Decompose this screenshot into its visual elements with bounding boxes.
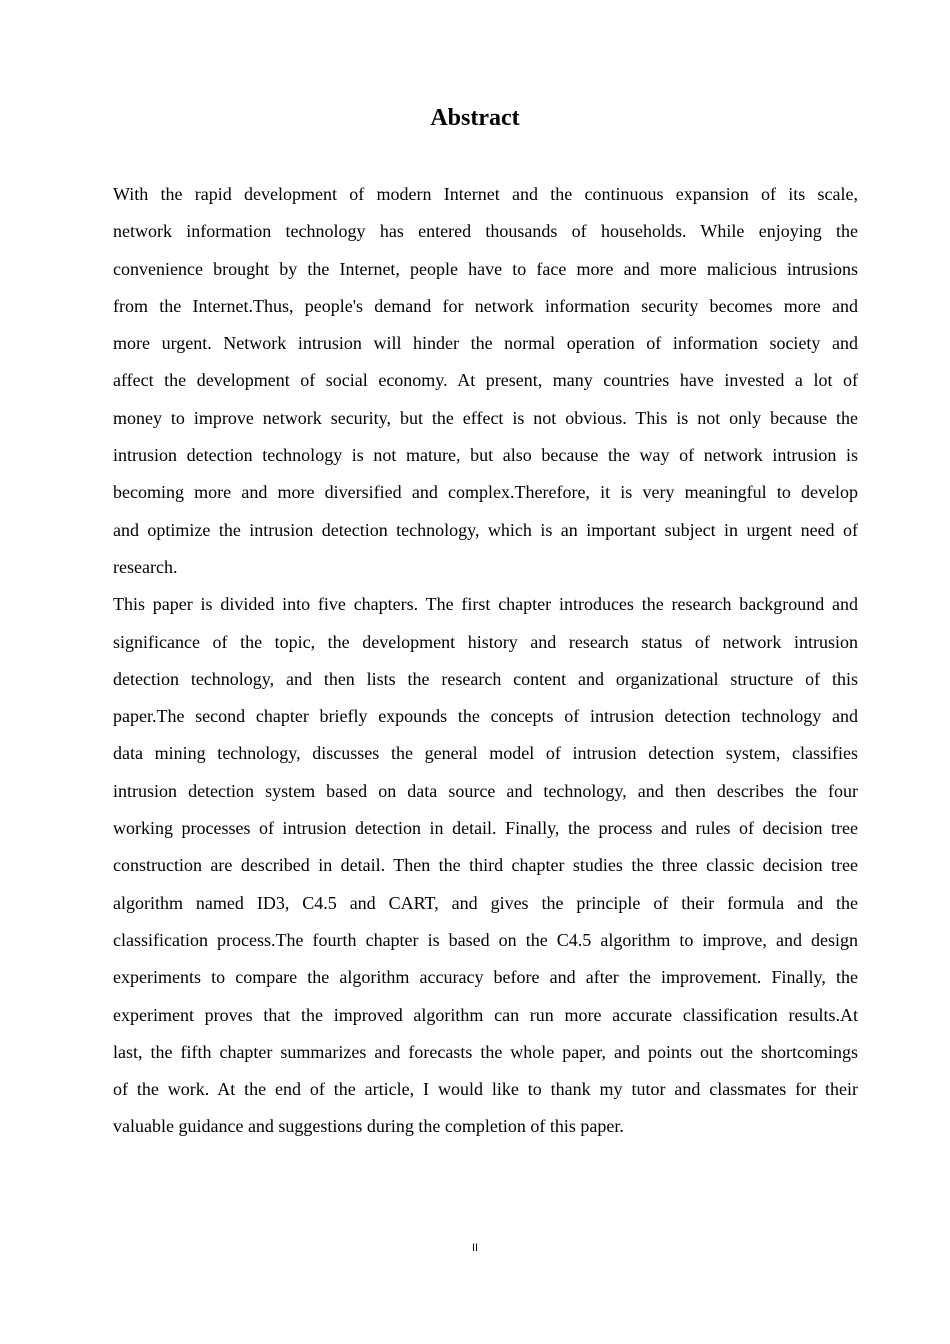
paragraph — [113, 176, 858, 586]
page-number: II — [471, 1242, 479, 1254]
text-line: network information technology has entered thousands of households. While enjoying the — [113, 221, 858, 242]
text-line: of the work. At the end of the article, I would like to thank my tutor and classmates for their — [113, 1079, 858, 1100]
text-line: With the rapid development of modern Internet and the continuous expansion of its scale, — [113, 184, 858, 204]
text-line: becoming more and more diversified and complex.Therefore, it is very meaningful to develop — [113, 482, 858, 503]
text-line: working processes of intrusion detection in detail. Finally, the process and rules of decision tree — [113, 818, 858, 839]
text-line: research. — [113, 556, 178, 577]
text-line: affect the development of social economy. At present, many countries have invested a lot of — [113, 370, 858, 391]
text-line: significance of the topic, the development history and research status of network intrusion — [113, 631, 858, 652]
text-line: more urgent. Network intrusion will hinder the normal operation of information society and — [113, 333, 858, 354]
text-line: This paper is divided into five chapters. The first chapter introduces the research background and — [113, 594, 858, 615]
text-line: classification process.The fourth chapter is based on the C4.5 algorithm to improve, and design — [113, 929, 858, 950]
text-line: intrusion detection system based on data source and technology, and then describes the four — [113, 780, 858, 801]
text-line: last, the fifth chapter summarizes and forecasts the whole paper, and points out the shortcomings — [113, 1041, 858, 1062]
text-line: paper.The second chapter briefly expounds the concepts of intrusion detection technology and — [113, 706, 858, 727]
text-line: valuable guidance and suggestions during the completion of this paper. — [113, 1116, 624, 1137]
text-line: construction are described in detail. Then the third chapter studies the three classic decision tree — [113, 855, 858, 876]
text-line: from the Internet.Thus, people's demand for network information security becomes more and — [113, 295, 858, 316]
text-line: data mining technology, discusses the general model of intrusion detection system, classifies — [113, 743, 858, 764]
paragraph — [113, 586, 858, 1145]
text-line: intrusion detection technology is not mature, but also because the way of network intrusion is — [113, 445, 858, 466]
text-line: convenience brought by the Internet, people have to face more and more malicious intrusions — [113, 258, 858, 279]
text-line: experiment proves that the improved algorithm can run more accurate classification results.At — [113, 1004, 858, 1025]
page-title: Abstract — [430, 105, 520, 131]
text-line: and optimize the intrusion detection technology, which is an important subject in urgent need of — [113, 519, 858, 540]
text-line: experiments to compare the algorithm accuracy before and after the improvement. Finally, the — [113, 967, 858, 988]
text-line: detection technology, and then lists the research content and organizational structure of this — [113, 668, 858, 689]
abstract-body — [113, 176, 858, 1146]
text-line: algorithm named ID3, C4.5 and CART, and gives the principle of their formula and the — [113, 892, 858, 913]
text-line: money to improve network security, but the effect is not obvious. This is not only because the — [113, 407, 858, 428]
